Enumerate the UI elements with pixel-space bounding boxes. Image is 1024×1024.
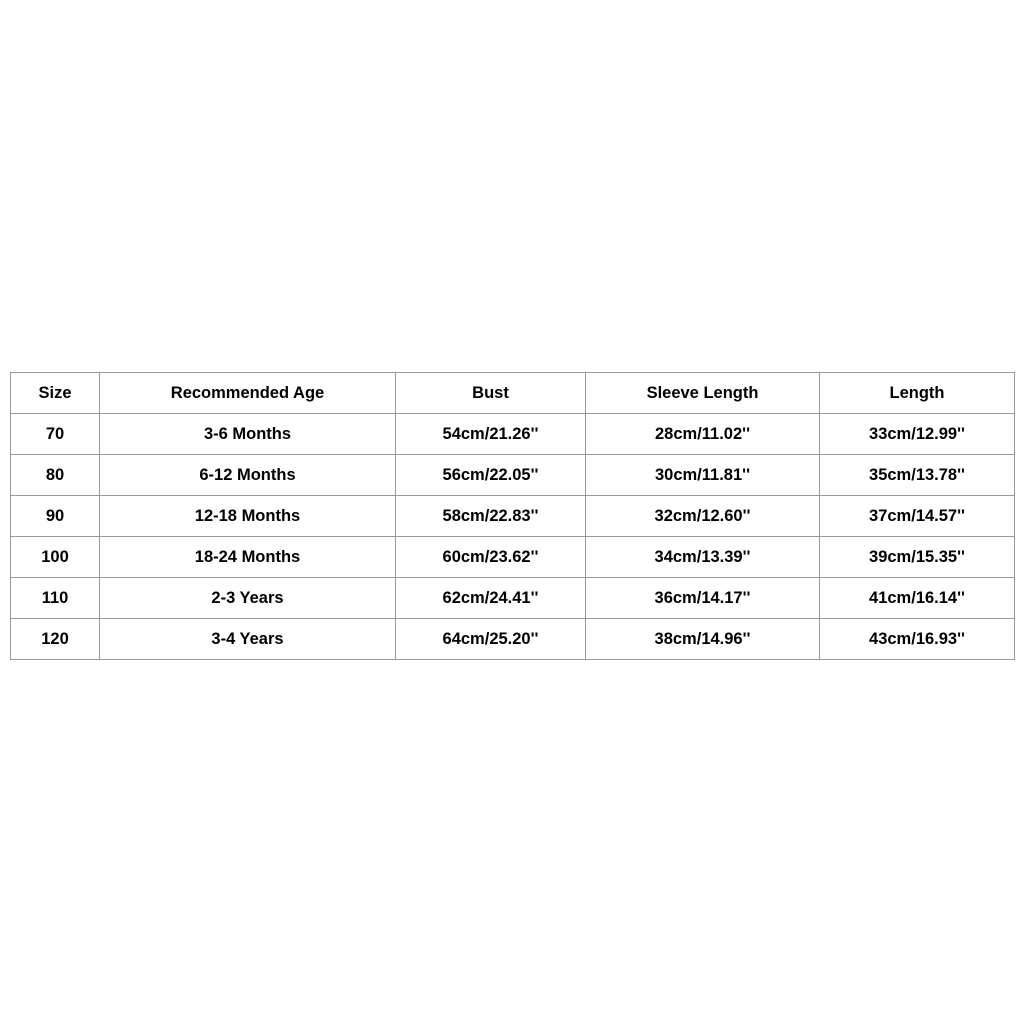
cell-bust: 58cm/22.83'' [396,496,586,537]
cell-length: 37cm/14.57'' [820,496,1015,537]
column-header-size: Size [11,373,100,414]
cell-recommended-age: 12-18 Months [100,496,396,537]
cell-size: 90 [11,496,100,537]
cell-bust: 64cm/25.20'' [396,619,586,660]
cell-sleeve-length: 34cm/13.39'' [586,537,820,578]
table-row [11,455,1015,496]
size-chart-container [10,372,1014,660]
cell-size: 80 [11,455,100,496]
cell-recommended-age: 6-12 Months [100,455,396,496]
table-header-row [11,373,1015,414]
cell-bust: 54cm/21.26'' [396,414,586,455]
cell-recommended-age: 3-4 Years [100,619,396,660]
cell-bust: 60cm/23.62'' [396,537,586,578]
cell-length: 39cm/15.35'' [820,537,1015,578]
size-chart-table [10,372,1015,660]
column-header-bust: Bust [396,373,586,414]
cell-size: 100 [11,537,100,578]
cell-sleeve-length: 28cm/11.02'' [586,414,820,455]
cell-length: 43cm/16.93'' [820,619,1015,660]
cell-sleeve-length: 32cm/12.60'' [586,496,820,537]
column-header-length: Length [820,373,1015,414]
cell-length: 35cm/13.78'' [820,455,1015,496]
cell-size: 110 [11,578,100,619]
cell-length: 41cm/16.14'' [820,578,1015,619]
cell-length: 33cm/12.99'' [820,414,1015,455]
cell-bust: 62cm/24.41'' [396,578,586,619]
table-row [11,578,1015,619]
column-header-sleeve-length: Sleeve Length [586,373,820,414]
cell-sleeve-length: 36cm/14.17'' [586,578,820,619]
cell-bust: 56cm/22.05'' [396,455,586,496]
cell-recommended-age: 18-24 Months [100,537,396,578]
cell-size: 120 [11,619,100,660]
table-row [11,414,1015,455]
cell-sleeve-length: 30cm/11.81'' [586,455,820,496]
column-header-recommended-age: Recommended Age [100,373,396,414]
table-row [11,619,1015,660]
cell-size: 70 [11,414,100,455]
cell-recommended-age: 3-6 Months [100,414,396,455]
table-row [11,496,1015,537]
cell-sleeve-length: 38cm/14.96'' [586,619,820,660]
cell-recommended-age: 2-3 Years [100,578,396,619]
table-row [11,537,1015,578]
